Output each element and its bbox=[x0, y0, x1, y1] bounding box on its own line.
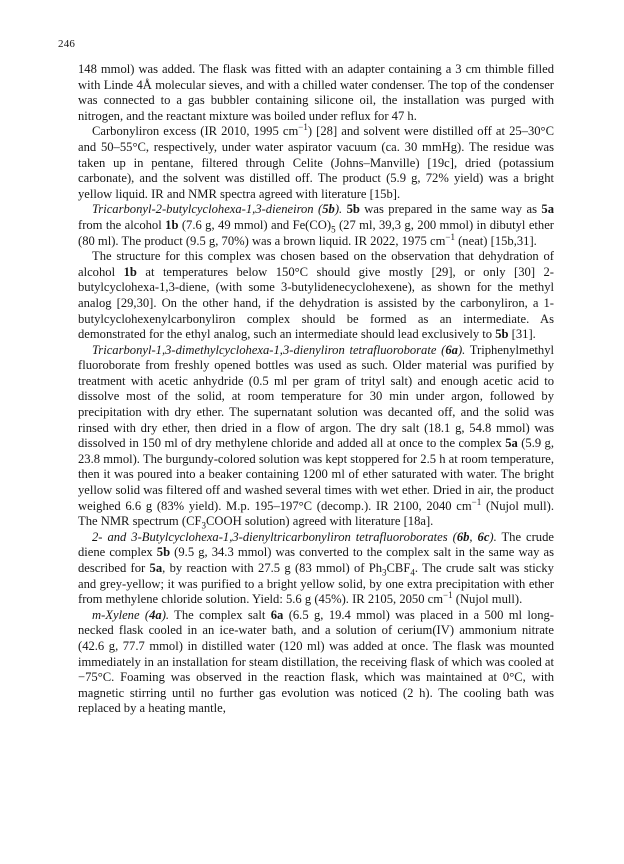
paragraph bbox=[78, 530, 554, 608]
text-run: 5 bbox=[331, 224, 336, 235]
compound-label: 6a bbox=[445, 342, 458, 357]
compound-label: 6a bbox=[270, 607, 284, 622]
text-run: The complex salt bbox=[169, 607, 271, 622]
compound-label: 5a bbox=[149, 561, 163, 575]
compound-label: 6c bbox=[477, 529, 490, 544]
compound-label: 5b bbox=[156, 545, 171, 560]
paragraph bbox=[78, 343, 554, 530]
text-run: The crude diene complex bbox=[78, 529, 554, 560]
paragraph bbox=[78, 249, 554, 343]
text-run: Triphenylmethyl fluoroborate from freshly opened bottles was used as such. Older material was purified by treatment with acetic anhydride (0.5 ml per gram of trityl salt) and enough acetic acid to dissolve most of the solid, at room temperature for 30 min under argon, followed by precipitation with dry ether. The supernatant solution was decanted off, and the solid was rinsed with dry ether, then dried in a flow of argon. The dry salt (18.1 g, 54.8 mmol) was dissolved in 150 ml of dry methylene chloride and added all at once to the complex bbox=[78, 342, 555, 451]
text-run: [31]. bbox=[508, 327, 536, 342]
text-run: (Nujol mull). The NMR spectrum (CF bbox=[78, 498, 554, 529]
text-run: 2- and 3-Butylcyclohexa-1,3-dienyltricarbonyliron tetrafluoroborates ( bbox=[92, 529, 457, 544]
compound-label: 6b bbox=[456, 529, 470, 544]
text-run: m-Xylene ( bbox=[92, 607, 150, 622]
text-run: ). bbox=[489, 529, 497, 544]
text-run: , bbox=[469, 529, 478, 544]
compound-label: 5a bbox=[505, 436, 518, 451]
text-run: , by reaction with 27.5 g (83 mmol) of Ph bbox=[162, 561, 383, 575]
text-run: −1 bbox=[445, 231, 455, 242]
paragraph bbox=[78, 608, 554, 717]
paragraph bbox=[78, 202, 554, 249]
paragraph bbox=[78, 124, 554, 202]
text-run: ). bbox=[457, 342, 466, 357]
text-run: (27 ml, 39,3 g, 200 mmol) in dibutyl ether (80 ml). The product (9.5 g, 70%) was a brown liquid. IR 2022, 1975 cm bbox=[78, 217, 554, 248]
compound-label: 1b bbox=[165, 217, 179, 232]
text-run: (neat) [15b,31]. bbox=[454, 233, 537, 248]
text-run: The structure for this complex was chosen based on the observation that dehydration of alcohol bbox=[78, 249, 554, 279]
text-run: (9.5 g, 34.3 mmol) was converted to the complex salt in the same way as described for bbox=[78, 545, 555, 575]
text-run: 3 bbox=[382, 567, 387, 578]
text-run: . The crude salt was sticky and grey-yellow; it was purified to a bright yellow solid, by one extra precipitation with ether from methylene chloride solution. Yield: 5.6 g (45%). IR 2105, 2050 cm bbox=[78, 561, 554, 607]
text-run: CBF bbox=[386, 561, 411, 575]
text-run: was prepared in the same way as bbox=[359, 202, 542, 217]
compound-label: 5b bbox=[346, 202, 360, 217]
text-run: ). bbox=[161, 607, 170, 622]
text-run: 4 bbox=[410, 567, 415, 578]
compound-label: 1b bbox=[123, 264, 137, 279]
compound-label: 5a bbox=[541, 202, 554, 217]
compound-label: 5b bbox=[495, 327, 509, 342]
text-run: at temperatures below 150°C should give mostly [29], or only [30] 2-butylcyclohexa-1,3-diene, (with some 3-butylidenecyclohexene), as shown for the methyl analog [29,30]. On the other hand, if the dehydration is assisted by the carbonyliron, a 1-butylcyclohexenylcarbonyliron complex should be formed as an intermediate. As demonstrated for the ethyl analog, such an intermediate should lead exclusively to bbox=[78, 264, 554, 342]
text-run: ) [28] and solvent were distilled off at 25–30°C and 50–55°C, respectively, under water aspirator vacuum (ca. 30 mmHg). The residue was taken up in pentane, filtered through Celite (Johns–Manville) [19c], dried (potassium carbonate), and the solvent was distilled off. The product (5.9 g, 72% yield) was a bright yellow liquid. IR and NMR spectra agreed with literature [15b]. bbox=[78, 124, 554, 201]
text-run: from the alcohol bbox=[78, 217, 166, 232]
text-run: (Nujol mull). bbox=[452, 592, 523, 607]
paragraph bbox=[78, 62, 554, 124]
text-run: COOH solution) agreed with literature [18a]. bbox=[205, 514, 434, 529]
text-run: Carbonyliron excess (IR 2010, 1995 cm bbox=[92, 124, 299, 139]
body-text bbox=[78, 62, 554, 717]
text-run: Tricarbonyl-1,3-dimethylcyclohexa-1,3-dienyliron tetrafluoroborate ( bbox=[92, 342, 446, 357]
page-number: 246 bbox=[58, 38, 76, 50]
text-run: −1 bbox=[443, 590, 453, 600]
text-run: −1 bbox=[298, 122, 308, 133]
compound-label: 5b bbox=[322, 202, 335, 217]
text-run: (5.9 g, 23.8 mmol). The burgundy-colored solution was kept stoppered for 2.5 h at room temperature, then it was poured into a beaker containing 1200 ml of ether saturated with water. The bright yellow solid was filtered off and washed several times with wet ether. Dried in air, the product weighed 6.6 g (83% yield). M.p. 195–197°C (decomp.). IR 2100, 2040 cm bbox=[78, 436, 554, 513]
text-run: −1 bbox=[471, 496, 482, 507]
text-run: (6.5 g, 19.4 mmol) was placed in a 500 ml long-necked flask cooled in an ice-water bath, and a solution of cerium(IV) ammonium nitrate (42.6 g, 77.7 mmol) in distilled water (120 ml) was added at once. The flask was mounted immediately in an installation for steam distillation, the receiving flask of which was cooled at −75°C. Foaming was observed in the reaction flask, which was maintained at 0°C, with magnetic stirring until no further gas evolution was noticed (2 h). The cooling bath was replaced by a heating mantle, bbox=[78, 607, 554, 716]
text-run: Tricarbonyl-2-butylcyclohexa-1,3-dieneiron ( bbox=[92, 202, 323, 217]
text-run: 148 mmol) was added. The flask was fitted with an adapter containing a 3 cm thimble filled with Linde 4Å molecular sieves, and with a chilled water condenser. The top of the condenser was connected to a gas bubbler containing silicone oil, the installation was purged with nitrogen, and the reactant mixture was boiled under reflux for 47 h. bbox=[78, 62, 554, 123]
compound-label: 4a bbox=[149, 607, 162, 622]
text-run: (7.6 g, 49 mmol) and Fe(CO) bbox=[178, 217, 332, 232]
text-run: ). bbox=[334, 202, 343, 217]
text-run: 3 bbox=[201, 520, 206, 531]
